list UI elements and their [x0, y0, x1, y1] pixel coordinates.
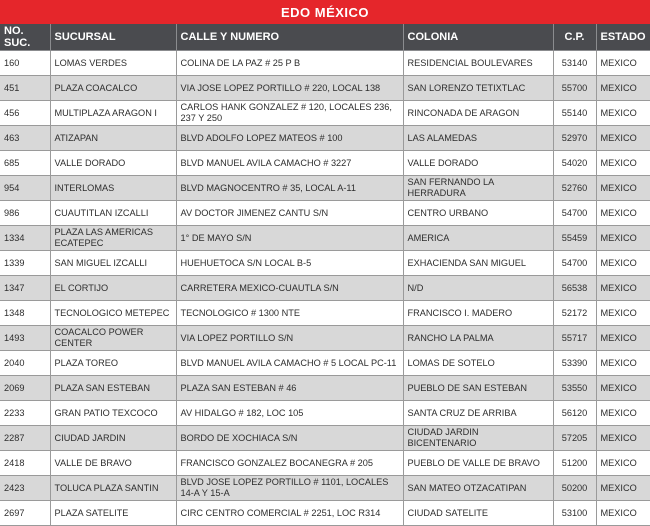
state-cell: MEXICO: [596, 301, 650, 326]
table-row: [0, 151, 650, 176]
street-address-cell: BLVD JOSE LOPEZ PORTILLO # 1101, LOCALES 14-A Y 15-A: [176, 476, 403, 501]
zip-code-cell: 52760: [553, 176, 596, 201]
state-cell: MEXICO: [596, 201, 650, 226]
state-cell: MEXICO: [596, 51, 650, 76]
branch-name-cell: CIUDAD JARDIN: [50, 426, 176, 451]
state-cell: MEXICO: [596, 326, 650, 351]
column-header-neighborhood: COLONIA: [403, 24, 553, 51]
neighborhood-cell: FRANCISCO I. MADERO: [403, 301, 553, 326]
branch-name-cell: PLAZA SAN ESTEBAN: [50, 376, 176, 401]
table-row: [0, 176, 650, 201]
branch-name-cell: COACALCO POWER CENTER: [50, 326, 176, 351]
branch-name-cell: ATIZAPAN: [50, 126, 176, 151]
table-row: [0, 376, 650, 401]
table-row: [0, 351, 650, 376]
branch-name-cell: GRAN PATIO TEXCOCO: [50, 401, 176, 426]
zip-code-cell: 53390: [553, 351, 596, 376]
branch-name-cell: SAN MIGUEL IZCALLI: [50, 251, 176, 276]
branch-number-cell: 2233: [0, 401, 50, 426]
branch-table: [0, 24, 650, 526]
neighborhood-cell: SAN FERNANDO LA HERRADURA: [403, 176, 553, 201]
table-row: [0, 301, 650, 326]
column-header-street: CALLE Y NUMERO: [176, 24, 403, 51]
table-row: [0, 451, 650, 476]
neighborhood-cell: CIUDAD SATELITE: [403, 501, 553, 526]
column-header-branch: SUCURSAL: [50, 24, 176, 51]
state-cell: MEXICO: [596, 101, 650, 126]
neighborhood-cell: SAN LORENZO TETIXTLAC: [403, 76, 553, 101]
neighborhood-cell: VALLE DORADO: [403, 151, 553, 176]
table-row: [0, 251, 650, 276]
state-cell: MEXICO: [596, 376, 650, 401]
branch-number-cell: 2069: [0, 376, 50, 401]
street-address-cell: BLVD ADOLFO LOPEZ MATEOS # 100: [176, 126, 403, 151]
state-cell: MEXICO: [596, 251, 650, 276]
street-address-cell: CIRC CENTRO COMERCIAL # 2251, LOC R314: [176, 501, 403, 526]
neighborhood-cell: CENTRO URBANO: [403, 201, 553, 226]
branch-name-cell: LOMAS VERDES: [50, 51, 176, 76]
branch-number-cell: 1334: [0, 226, 50, 251]
branch-name-cell: INTERLOMAS: [50, 176, 176, 201]
table-row: [0, 201, 650, 226]
branch-number-cell: 2697: [0, 501, 50, 526]
state-title-banner: EDO MÉXICO: [0, 0, 650, 24]
branch-name-cell: VALLE DORADO: [50, 151, 176, 176]
table-row: [0, 76, 650, 101]
state-cell: MEXICO: [596, 451, 650, 476]
branch-number-cell: 451: [0, 76, 50, 101]
zip-code-cell: 55717: [553, 326, 596, 351]
zip-code-cell: 54700: [553, 251, 596, 276]
branch-number-cell: 1339: [0, 251, 50, 276]
state-cell: MEXICO: [596, 401, 650, 426]
street-address-cell: BORDO DE XOCHIACA S/N: [176, 426, 403, 451]
column-header-branch-number: NO. SUC.: [0, 24, 50, 51]
table-row: [0, 401, 650, 426]
branch-number-cell: 685: [0, 151, 50, 176]
street-address-cell: VIA JOSE LOPEZ PORTILLO # 220, LOCAL 138: [176, 76, 403, 101]
zip-code-cell: 52172: [553, 301, 596, 326]
neighborhood-cell: RANCHO LA PALMA: [403, 326, 553, 351]
table-row: [0, 226, 650, 251]
state-cell: MEXICO: [596, 226, 650, 251]
branch-number-cell: 2040: [0, 351, 50, 376]
street-address-cell: BLVD MAGNOCENTRO # 35, LOCAL A-11: [176, 176, 403, 201]
table-header: [0, 24, 650, 51]
branch-name-cell: PLAZA COACALCO: [50, 76, 176, 101]
branch-number-cell: 2287: [0, 426, 50, 451]
zip-code-cell: 54020: [553, 151, 596, 176]
branch-number-cell: 954: [0, 176, 50, 201]
zip-code-cell: 56538: [553, 276, 596, 301]
zip-code-cell: 50200: [553, 476, 596, 501]
neighborhood-cell: CIUDAD JARDIN BICENTENARIO: [403, 426, 553, 451]
branch-name-cell: PLAZA TOREO: [50, 351, 176, 376]
table-body: [0, 51, 650, 526]
branch-number-cell: 463: [0, 126, 50, 151]
column-header-zip: C.P.: [553, 24, 596, 51]
state-cell: MEXICO: [596, 126, 650, 151]
branch-number-cell: 986: [0, 201, 50, 226]
state-cell: MEXICO: [596, 476, 650, 501]
branch-number-cell: 160: [0, 51, 50, 76]
column-header-state: ESTADO: [596, 24, 650, 51]
branch-name-cell: PLAZA SATELITE: [50, 501, 176, 526]
table-row: [0, 126, 650, 151]
street-address-cell: HUEHUETOCA S/N LOCAL B-5: [176, 251, 403, 276]
street-address-cell: 1° DE MAYO S/N: [176, 226, 403, 251]
branch-name-cell: PLAZA LAS AMERICAS ECATEPEC: [50, 226, 176, 251]
zip-code-cell: 52970: [553, 126, 596, 151]
branch-name-cell: CUAUTITLAN IZCALLI: [50, 201, 176, 226]
street-address-cell: FRANCISCO GONZALEZ BOCANEGRA # 205: [176, 451, 403, 476]
neighborhood-cell: LOMAS DE SOTELO: [403, 351, 553, 376]
state-cell: MEXICO: [596, 351, 650, 376]
zip-code-cell: 53100: [553, 501, 596, 526]
state-cell: MEXICO: [596, 426, 650, 451]
branch-number-cell: 1347: [0, 276, 50, 301]
street-address-cell: CARRETERA MEXICO-CUAUTLA S/N: [176, 276, 403, 301]
neighborhood-cell: RESIDENCIAL BOULEVARES: [403, 51, 553, 76]
zip-code-cell: 55459: [553, 226, 596, 251]
state-cell: MEXICO: [596, 276, 650, 301]
branch-number-cell: 1348: [0, 301, 50, 326]
zip-code-cell: 55700: [553, 76, 596, 101]
branch-number-cell: 2418: [0, 451, 50, 476]
neighborhood-cell: N/D: [403, 276, 553, 301]
street-address-cell: BLVD MANUEL AVILA CAMACHO # 3227: [176, 151, 403, 176]
table-row: [0, 426, 650, 451]
street-address-cell: BLVD MANUEL AVILA CAMACHO # 5 LOCAL PC-11: [176, 351, 403, 376]
street-address-cell: AV DOCTOR JIMENEZ CANTU S/N: [176, 201, 403, 226]
street-address-cell: AV HIDALGO # 182, LOC 105: [176, 401, 403, 426]
neighborhood-cell: SAN MATEO OTZACATIPAN: [403, 476, 553, 501]
state-cell: MEXICO: [596, 151, 650, 176]
street-address-cell: VIA LOPEZ PORTILLO S/N: [176, 326, 403, 351]
neighborhood-cell: AMERICA: [403, 226, 553, 251]
zip-code-cell: 53140: [553, 51, 596, 76]
branch-name-cell: MULTIPLAZA ARAGON I: [50, 101, 176, 126]
table-row: [0, 101, 650, 126]
street-address-cell: CARLOS HANK GONZALEZ # 120, LOCALES 236, 237 Y 250: [176, 101, 403, 126]
branch-number-cell: 456: [0, 101, 50, 126]
neighborhood-cell: PUEBLO DE SAN ESTEBAN: [403, 376, 553, 401]
street-address-cell: PLAZA SAN ESTEBAN # 46: [176, 376, 403, 401]
branch-number-cell: 2423: [0, 476, 50, 501]
zip-code-cell: 51200: [553, 451, 596, 476]
branch-name-cell: VALLE DE BRAVO: [50, 451, 176, 476]
branch-name-cell: EL CORTIJO: [50, 276, 176, 301]
street-address-cell: TECNOLOGICO # 1300 NTE: [176, 301, 403, 326]
branch-name-cell: TECNOLOGICO METEPEC: [50, 301, 176, 326]
branch-name-cell: TOLUCA PLAZA SANTIN: [50, 476, 176, 501]
neighborhood-cell: SANTA CRUZ DE ARRIBA: [403, 401, 553, 426]
table-row: [0, 276, 650, 301]
table-row: [0, 326, 650, 351]
zip-code-cell: 54700: [553, 201, 596, 226]
table-row: [0, 476, 650, 501]
state-cell: MEXICO: [596, 76, 650, 101]
zip-code-cell: 53550: [553, 376, 596, 401]
zip-code-cell: 57205: [553, 426, 596, 451]
branch-number-cell: 1493: [0, 326, 50, 351]
table-row: [0, 501, 650, 526]
neighborhood-cell: RINCONADA DE ARAGON: [403, 101, 553, 126]
neighborhood-cell: EXHACIENDA SAN MIGUEL: [403, 251, 553, 276]
table-row: [0, 51, 650, 76]
neighborhood-cell: PUEBLO DE VALLE DE BRAVO: [403, 451, 553, 476]
zip-code-cell: 56120: [553, 401, 596, 426]
neighborhood-cell: LAS ALAMEDAS: [403, 126, 553, 151]
state-cell: MEXICO: [596, 176, 650, 201]
zip-code-cell: 55140: [553, 101, 596, 126]
street-address-cell: COLINA DE LA PAZ # 25 P B: [176, 51, 403, 76]
state-cell: MEXICO: [596, 501, 650, 526]
